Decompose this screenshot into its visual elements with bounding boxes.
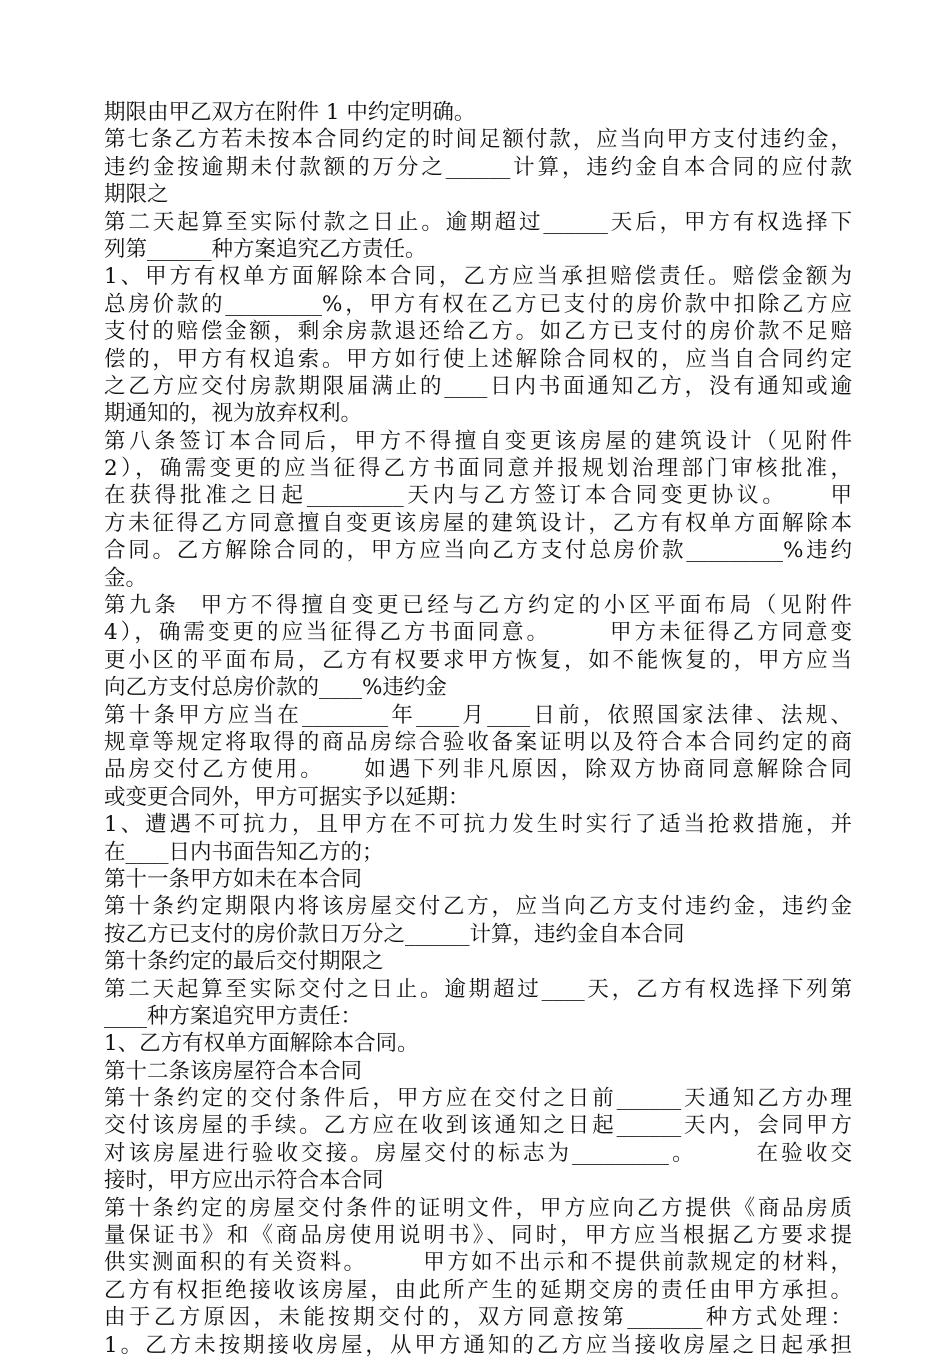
text-line: 在获得批准之日起_________天内与乙方签订本合同变更协议。 甲 <box>104 483 852 509</box>
text-line: 按乙方已支付的房价款日万分之______计算，违约金自本合同 <box>104 921 685 947</box>
text-line: 期通知的，视为放弃权利。 <box>104 401 363 427</box>
text-line: ____种方案追究甲方责任： <box>104 1003 363 1029</box>
text-line: 第十二条该房屋符合本合同 <box>104 1058 363 1084</box>
contract-text-body <box>104 99 852 1359</box>
text-line: 由于乙方原因，未能按期交付的，双方同意按第_______种方式处理： <box>104 1305 852 1331</box>
text-line: 在____日内书面告知乙方的； <box>104 839 384 865</box>
text-line: 2），确需变更的应当征得乙方书面同意并报规划治理部门审核批准， <box>104 456 852 482</box>
text-line: 接时，甲方应出示符合本合同 <box>104 1168 384 1194</box>
text-line: 1。乙方未按期接收房屋，从甲方通知的乙方应当接收房屋之日起承担 <box>104 1332 852 1358</box>
text-line: 违约金按逾期未付款额的万分之______计算，违约金自本合同的应付款 <box>104 154 852 180</box>
text-line: 品房交付乙方使用。 如遇下列非凡原因，除双方协商同意解除合同 <box>104 757 852 783</box>
text-line: 金。 <box>104 565 148 591</box>
text-line: 1、乙方有权单方面解除本合同。 <box>104 1031 419 1057</box>
text-line: 列第______种方案追究乙方责任。 <box>104 236 427 262</box>
text-line: 第二天起算至实际付款之日止。逾期超过______天后，甲方有权选择下 <box>104 209 852 235</box>
text-line: 第十条甲方应当在________年____月____日前，依照国家法律、法规、 <box>104 702 852 728</box>
text-line: 第十条约定的交付条件后，甲方应在交付之日前______天通知乙方办理 <box>104 1086 852 1112</box>
text-line: 合同。乙方解除合同的，甲方应当向乙方支付总房价款_________%违约 <box>104 538 852 564</box>
text-line: 量保证书》和《商品房使用说明书》、同时，甲方应当根据乙方要求提 <box>104 1223 852 1249</box>
text-line: 第二天起算至实际交付之日止。逾期超过____天，乙方有权选择下列第 <box>104 976 852 1002</box>
text-line: 方未征得乙方同意擅自变更该房屋的建筑设计，乙方有权单方面解除本 <box>104 510 852 536</box>
text-line: 偿的，甲方有权追索。甲方如行使上述解除合同权的，应当自合同约定 <box>104 346 852 372</box>
text-line: 交付该房屋的手续。乙方应在收到该通知之日起______天内，会同甲方 <box>104 1113 852 1139</box>
text-line: 乙方有权拒绝接收该房屋，由此所产生的延期交房的责任由甲方承担。 <box>104 1277 852 1303</box>
text-line: 期限由甲乙双方在附件 1 中约定明确。 <box>104 100 476 125</box>
text-line: 第十条约定的房屋交付条件的证明文件，甲方应向乙方提供《商品房质 <box>104 1195 852 1221</box>
text-line: 期限之 <box>104 182 169 208</box>
text-line: 向乙方支付总房价款的____%违约金 <box>104 675 447 701</box>
text-line: 之乙方应交付房款期限届满止的____日内书面通知乙方，没有通知或逾 <box>104 373 852 399</box>
text-line: 总房价款的_________%，甲方有权在乙方已支付的房价款中扣除乙方应 <box>104 291 852 317</box>
text-line: 1、甲方有权单方面解除本合同，乙方应当承担赔偿责任。赔偿金额为 <box>104 264 852 290</box>
text-line: 供实测面积的有关资料。 甲方如不出示和不提供前款规定的材料， <box>104 1250 852 1276</box>
text-line: 支付的赔偿金额，剩余房款退还给乙方。如乙方已支付的房价款不足赔 <box>104 319 852 345</box>
text-line: 规章等规定将取得的商品房综合验收备案证明以及符合本合同约定的商 <box>104 729 852 755</box>
text-line: 第八条签订本合同后，甲方不得擅自变更该房屋的建筑设计（见附件 <box>104 428 852 454</box>
text-line: 更小区的平面布局，乙方有权要求甲方恢复，如不能恢复的，甲方应当 <box>104 647 852 673</box>
text-line: 第十条约定期限内将该房屋交付乙方，应当向乙方支付违约金，违约金 <box>104 894 852 920</box>
text-line: 1、遭遇不可抗力，且甲方在不可抗力发生时实行了适当抢救措施，并 <box>104 812 852 838</box>
text-line: 对该房屋进行验收交接。房屋交付的标志为_________。 在验收交 <box>104 1140 852 1166</box>
text-line: 第七条乙方若未按本合同约定的时间足额付款，应当向甲方支付违约金， <box>104 127 852 153</box>
text-line: 4），确需变更的应当征得乙方书面同意。 甲方未征得乙方同意变 <box>104 620 852 646</box>
text-line: 第十条约定的最后交付期限之 <box>104 949 384 975</box>
text-line: 第十一条甲方如未在本合同 <box>104 866 363 892</box>
text-line: 第九条 甲方不得擅自变更已经与乙方约定的小区平面布局（见附件 <box>104 593 852 619</box>
text-line: 或变更合同外，甲方可据实予以延期： <box>104 784 470 810</box>
